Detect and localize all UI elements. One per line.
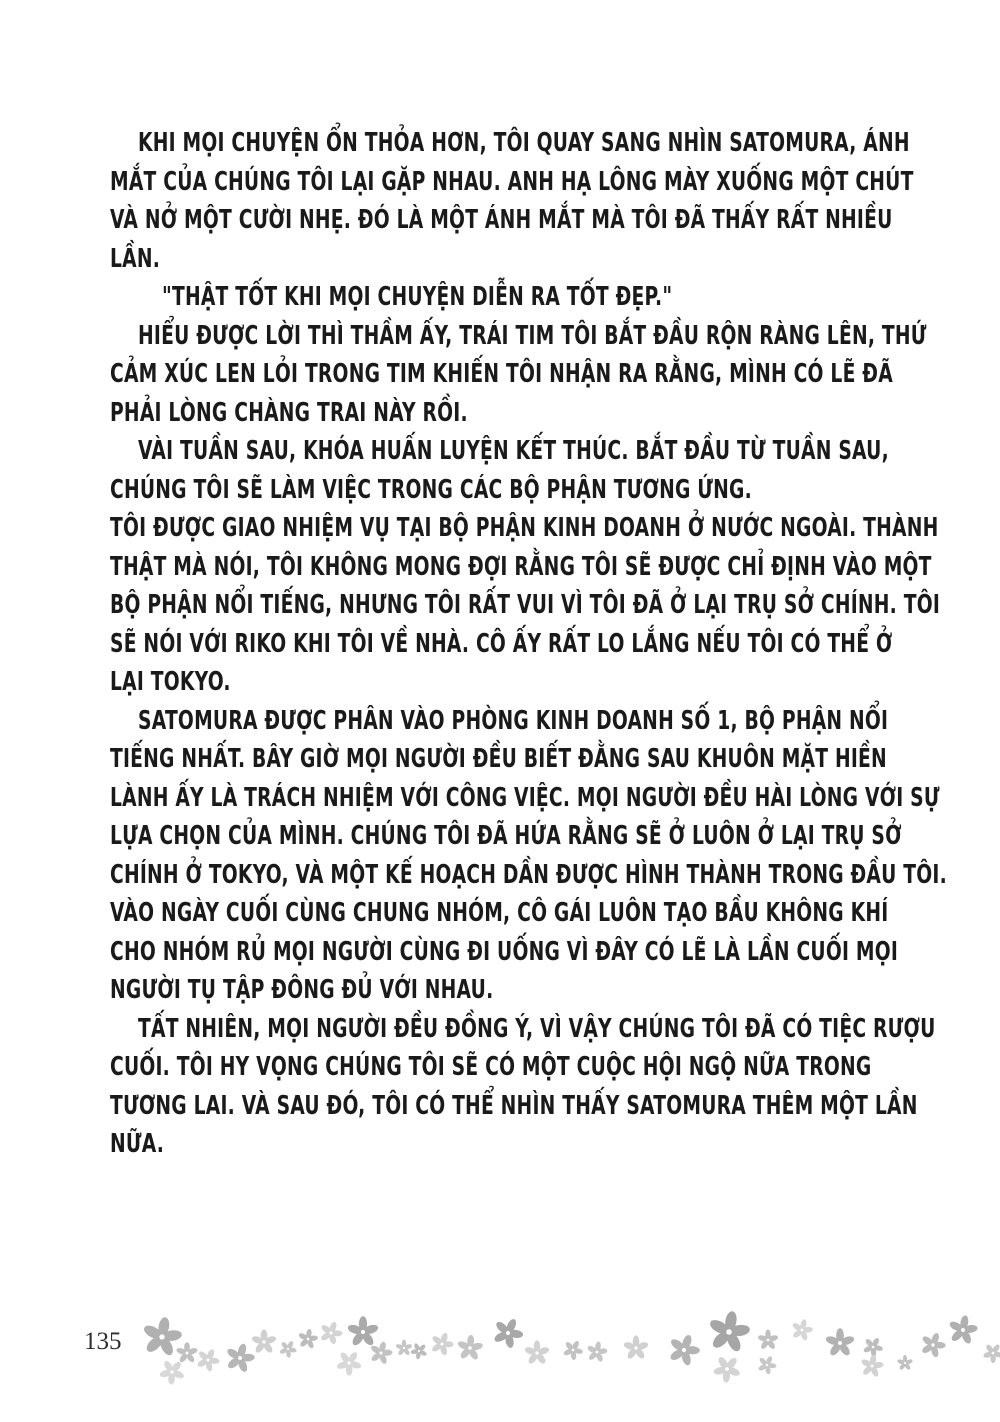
story-line — [110, 1087, 950, 1126]
flower-band-decoration — [0, 1282, 1000, 1412]
story-line-text: KHI MỌI CHUYỆN ỔN THỎA HƠN, TÔI QUAY SANG NHÌN SATOMURA, ÁNH — [138, 128, 910, 158]
story-line-text: LẠI TOKYO. — [110, 667, 231, 697]
story-line-text: "THẬT TỐT KHI MỌI CHUYỆN DIỄN RA TỐT ĐẸP." — [162, 282, 673, 312]
flower-icon — [176, 1342, 199, 1363]
story-line — [110, 432, 950, 471]
flower-icon — [331, 1345, 366, 1380]
story-line — [110, 163, 950, 202]
story-line-text: VÀ NỞ MỘT CƯỜI NHẸ. ĐÓ LÀ MỘT ÁNH MẮT MÀ TÔI ĐÃ THẤY RẤT NHIỀU — [110, 205, 893, 235]
story-line — [110, 240, 950, 279]
story-line-text: THẬT MÀ NÓI, TÔI KHÔNG MONG ĐỢI RẰNG TÔI SẼ ĐƯỢC CHỈ ĐỊNH VÀO MỘT — [110, 551, 932, 582]
story-line — [110, 201, 950, 240]
story-line-text: CHO NHÓM RỦ MỌI NGƯỜI CÙNG ĐI UỐNG VÌ ĐÂY CÓ LẼ LÀ LẦN CUỐI MỌI — [110, 936, 899, 967]
story-line — [110, 317, 950, 356]
flower-icon — [979, 1339, 1000, 1367]
story-line — [110, 124, 950, 163]
flower-icon — [347, 1316, 380, 1347]
story-line — [110, 894, 950, 933]
flower-icon — [897, 1355, 913, 1371]
story-line — [110, 355, 950, 394]
story-line-text: VÀI TUẦN SAU, KHÓA HUẤN LUYỆN KẾT THÚC. BẮT ĐẦU TỪ TUẦN SAU, — [138, 436, 889, 466]
story-line — [110, 1010, 950, 1049]
flower-icon — [316, 1318, 346, 1347]
story-line-text: CHÚNG TÔI SẼ LÀM VIỆC TRONG CÁC BỘ PHẬN TƯƠNG ỨNG. — [110, 474, 752, 505]
flower-icon — [407, 1339, 431, 1363]
story-line — [110, 856, 950, 895]
story-line-text: LÀNH ẤY LÀ TRÁCH NHIỆM VỚI CÔNG VIỆC. MỌI NGƯỜI ĐỀU HÀI LÒNG VỚI SỰ — [110, 782, 940, 813]
story-line-text: TẤT NHIÊN, MỌI NGƯỜI ĐỀU ĐỒNG Ý, VÌ VẬY CHÚNG TÔI ĐÃ CÓ TIỆC RƯỢU — [138, 1013, 936, 1044]
flower-icon — [757, 1330, 779, 1351]
story-line — [110, 779, 950, 818]
story-line — [110, 817, 950, 856]
story-line-text: NỮA. — [110, 1129, 165, 1159]
story-line-text: VÀO NGÀY CUỐI CÙNG CHUNG NHÓM, CÔ GÁI LUÔN TẠO BẦU KHÔNG KHÍ — [110, 898, 889, 928]
story-line-text: LẦN. — [110, 243, 161, 274]
flower-icon — [704, 1308, 754, 1356]
story-line-text: SATOMURA ĐƯỢC PHÂN VÀO PHÒNG KINH DOANH SỐ 1, BỘ PHẬN NỔI — [138, 705, 889, 736]
flower-icon — [917, 1329, 950, 1361]
story-line-text: SẼ NÓI VỚI RIKO KHI TÔI VỀ NHÀ. CÔ ẤY RẤT LO LẮNG NẾU TÔI CÓ THỂ Ở — [110, 628, 893, 659]
flower-icon — [585, 1340, 610, 1364]
flower-icon — [623, 1335, 649, 1360]
story-line — [110, 509, 950, 548]
flower-icon — [488, 1313, 529, 1353]
story-line-text: CHÍNH Ở TOKYO, VÀ MỘT KẾ HOẠCH DẦN ĐƯỢC HÌNH THÀNH TRONG ĐẦU TÔI. — [110, 859, 947, 890]
story-line — [110, 1125, 950, 1164]
flower-icon — [524, 1340, 550, 1365]
story-line-dialogue — [110, 278, 950, 317]
flower-icon — [858, 1353, 885, 1379]
story-line — [110, 625, 950, 664]
flower-icon — [222, 1340, 259, 1376]
flower-icon — [559, 1336, 587, 1364]
flower-icon — [251, 1329, 277, 1354]
story-line — [110, 394, 950, 433]
story-line — [110, 1048, 950, 1087]
story-line-text: CUỐI. TÔI HY VỌNG CHÚNG TÔI SẼ CÓ MỘT CUỘC HỘI NGỘ NỮA TRONG — [110, 1052, 872, 1082]
story-line-text: LỰA CHỌN CỦA MÌNH. CHÚNG TÔI ĐÃ HỨA RẰNG SẼ Ở LUÔN Ở LẠI TRỤ SỞ — [110, 821, 902, 851]
flower-icon — [664, 1330, 705, 1370]
flower-icon — [296, 1327, 320, 1350]
flower-icon — [946, 1313, 981, 1347]
flower-icon — [456, 1334, 485, 1362]
flower-icon — [427, 1329, 457, 1358]
story-line-text: MẮT CỦA CHÚNG TÔI LẠI GẶP NHAU. ANH HẠ LÔNG MÀY XUỐNG MỘT CHÚT — [110, 166, 914, 197]
story-line-text: PHẢI LÒNG CHÀNG TRAI NÀY RỒI. — [110, 397, 468, 428]
story-line — [110, 548, 950, 587]
story-line — [110, 740, 950, 779]
page-number: 135 — [84, 1328, 122, 1355]
flower-icon — [276, 1337, 300, 1361]
flower-icon — [395, 1340, 412, 1356]
story-text — [110, 124, 950, 1164]
story-line-text: HIỂU ĐƯỢC LỜI THÌ THẦM ẤY, TRÁI TIM TÔI BẮT ĐẦU RỘN RÀNG LÊN, THỨ — [138, 320, 927, 351]
story-line-text: TIẾNG NHẤT. BÂY GIỜ MỌI NGƯỜI ĐỀU BIẾT ĐẰNG SAU KHUÔN MẶT HIỀN — [110, 744, 887, 774]
story-line-text: TÔI ĐƯỢC GIAO NHIỆM VỤ TẠI BỘ PHẬN KINH DOANH Ở NƯỚC NGOÀI. THÀNH — [110, 513, 939, 543]
flower-icon — [788, 1317, 815, 1344]
story-line — [110, 471, 950, 510]
story-line — [110, 586, 950, 625]
flower-icon — [825, 1328, 855, 1357]
flower-icon — [192, 1344, 223, 1375]
story-line — [110, 702, 950, 741]
flower-icon — [754, 1352, 780, 1377]
story-line — [110, 663, 950, 702]
story-line — [110, 933, 950, 972]
story-line — [110, 971, 950, 1010]
story-line-text: CẢM XÚC LEN LỎI TRONG TIM KHIẾN TÔI NHẬN RA RẰNG, MÌNH CÓ LẼ ĐÃ — [110, 359, 893, 389]
story-line-text: NGƯỜI TỤ TẬP ĐÔNG ĐỦ VỚI NHAU. — [110, 975, 494, 1005]
story-line-text: TƯƠNG LAI. VÀ SAU ĐÓ, TÔI CÓ THỂ NHÌN THẤY SATOMURA THÊM MỘT LẦN — [110, 1090, 918, 1121]
flower-icon — [708, 1349, 747, 1388]
story-line-text: BỘ PHẬN NỔI TIẾNG, NHƯNG TÔI RẤT VUI VÌ TÔI ĐÃ Ở LẠI TRỤ SỞ CHÍNH. TÔI — [110, 590, 941, 620]
